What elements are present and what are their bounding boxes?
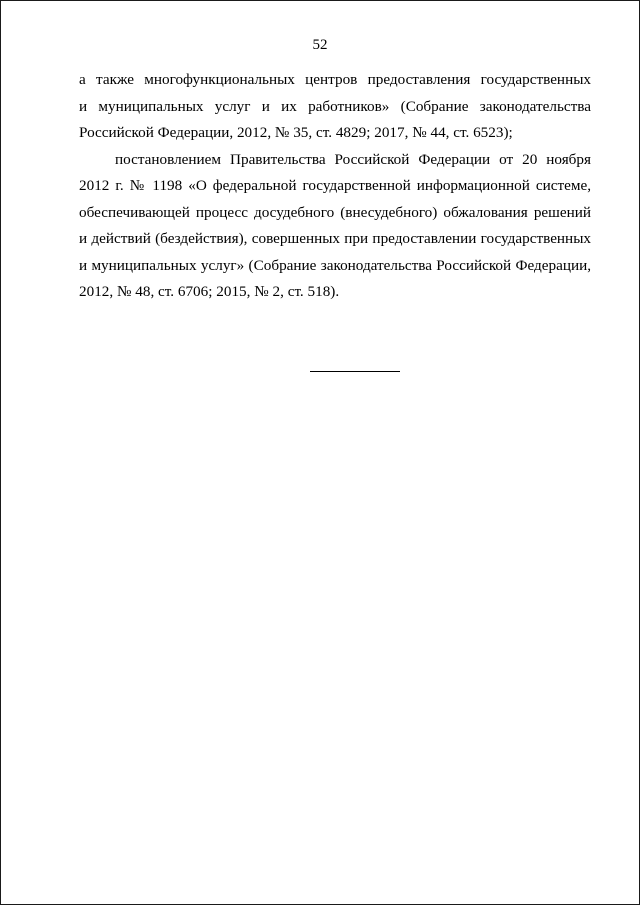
text-line: 2012, № 48, ст. 6706; 2015, № 2, ст. 518).: [79, 283, 340, 300]
text-line: и действий (бездействия), совершенных при предоставлении государственных: [79, 230, 591, 247]
text-line: Российской Федерации, 2012, № 35, ст. 4829; 2017, № 44, ст. 6523);: [79, 124, 513, 141]
paragraph-resolution-1198: [79, 147, 591, 306]
text-line: постановлением Правительства Российской Федерации от 20 ноября: [115, 150, 591, 168]
text-line: а также многофункциональных центров предоставления государственных: [79, 71, 591, 88]
text-line: 2012 г. № 1198 «О федеральной государственной информационной системе,: [79, 177, 591, 194]
text-line: обеспечивающей процесс досудебного (внесудебного) обжалования решений: [79, 203, 591, 221]
text-line: и муниципальных услуг» (Собрание законодательства Российской Федерации,: [79, 256, 591, 274]
document-body: [79, 67, 591, 306]
paragraph-continuation: [79, 67, 591, 147]
end-separator-line: [310, 371, 400, 372]
page-number: 52: [312, 37, 328, 53]
text-line: и муниципальных услуг и их работников» (Собрание законодательства: [79, 97, 591, 115]
